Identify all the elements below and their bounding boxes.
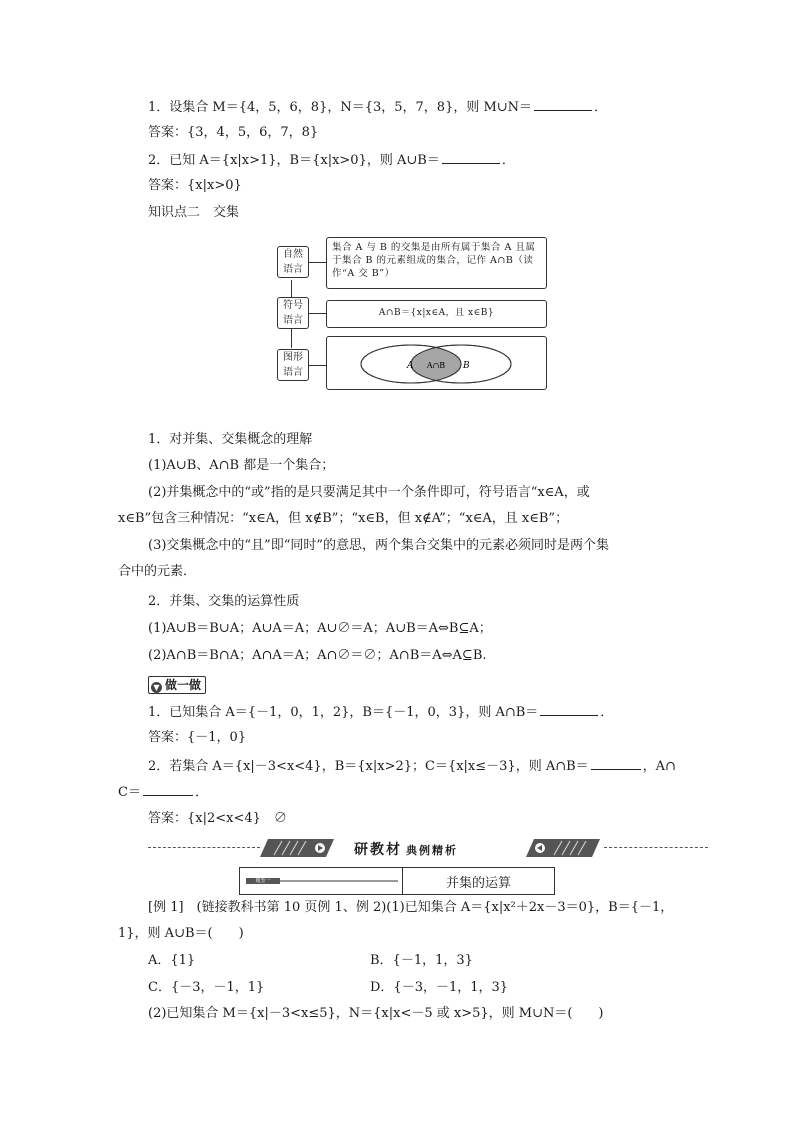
answer-blank [143, 783, 193, 796]
practice-question-2a: 2．若集合 A＝{x|－3<x<4}，B＝{x|x>2}；C＝{x|x≤－3}，则 A∩B＝ ，A∩ [148, 759, 676, 774]
set-a-label: A [407, 361, 414, 371]
label-natural-language: 自然 语言 [277, 246, 309, 278]
option-a: A．{1} [148, 953, 196, 968]
topic-title: 并集的运算 [445, 876, 511, 891]
note-2-title: 2．并集、交集的运算性质 [148, 594, 300, 609]
connector-line [308, 262, 326, 263]
answer-blank [591, 757, 641, 770]
banner-decoration-left [260, 839, 334, 857]
intersection-label: A∩B [426, 361, 446, 370]
practice-answer-2: 答案：{x|2<x<4} ∅ [148, 811, 287, 826]
venn-diagram [327, 337, 546, 389]
divider [148, 847, 260, 848]
arrow-down [291, 329, 292, 348]
question-1: 1．设集合 M＝{4，5，6，8}，N＝{3，5，7，8}，则 M∪N＝ ． [148, 100, 608, 115]
section-banner [148, 839, 708, 857]
graphic-language-box [326, 336, 547, 390]
question-2: 2．已知 A＝{x|x>1}，B＝{x|x>0}，则 A∪B＝ ． [148, 153, 515, 168]
option-b: B．{－1，1，3} [370, 953, 473, 968]
note-1-2a: (2)并集概念中的“或”指的是只要满足其中一个条件即可，符号语言“x∈A，或 [148, 485, 590, 500]
option-d: D．{－3，－1，1，3} [370, 980, 509, 995]
practice-label: ▼ 做一做 [148, 676, 206, 694]
note-2-2: (2)A∩B＝B∩A；A∩A＝A；A∩∅＝∅；A∩B＝A⇔A⊆B. [148, 648, 487, 663]
divider [280, 880, 398, 882]
answer-blank [534, 98, 592, 111]
note-2-1: (1)A∪B＝B∪A；A∪A＝A；A∪∅＝A；A∪B＝A⇔B⊆A； [148, 621, 492, 636]
example-line-2: 1}，则 A∪B＝( ) [118, 926, 244, 941]
banner-title: 研教材 典例精析 [354, 842, 458, 858]
option-c: C．{－3，－1，1} [148, 980, 265, 995]
note-1-3b: 合中的元素． [118, 564, 197, 579]
connector-line [308, 365, 326, 366]
note-1-2b: x∈B”包含三种情况：“x∈A，但 x∉B”；“x∈B，但 x∉A”；“x∈A，且 x∈B”； [118, 511, 569, 526]
note-1-3a: (3)交集概念中的“且”即“同时”的意思，两个集合交集中的元素必须同时是两个集 [148, 538, 609, 553]
answer-2: 答案：{x|x>0} [148, 178, 242, 193]
set-b-label: B [463, 361, 470, 371]
topic-tab [240, 868, 403, 894]
answer-1: 答案：{3，4，5，6，7，8} [148, 125, 319, 140]
answer-blank [540, 703, 598, 716]
example-line-1: [例 1] (链接教科书第 10 页例 1、例 2)(1)已知集合 A＝{x|x²＋2x－3＝0}，B＝{－1， [148, 900, 674, 915]
practice-question-2b: C＝ ． [118, 785, 208, 800]
divider [604, 847, 708, 848]
label-symbol-language: 符号 语言 [277, 297, 309, 329]
section-heading: 知识点二 交集 [148, 205, 240, 220]
topic-tab-label: 题型一 [246, 878, 280, 884]
arrow-down [291, 280, 292, 297]
practice-question-1: 1．已知集合 A＝{－1，0，1，2}，B＝{－1，0，3}，则 A∩B＝ ． [148, 705, 614, 720]
banner-decoration-right [526, 839, 600, 857]
chevron-down-icon: ▼ [151, 682, 162, 693]
symbol-language-box: A∩B＝{x|x∈A，且 x∈B} [326, 300, 547, 328]
note-1-1: (1)A∪B、A∩B 都是一个集合； [148, 458, 335, 473]
topic-header [239, 867, 555, 895]
natural-language-box: 集合 A 与 B 的交集是由所有属于集合 A 且属于集合 B 的元素组成的集合，记作 A∩B（读作“A 交 B”） [326, 237, 547, 289]
example-line-3: (2)已知集合 M＝{x|－3<x≤5}，N＝{x|x<－5 或 x>5}，则 M∪N＝( ) [148, 1006, 604, 1021]
connector-line [308, 313, 326, 314]
note-1-title: 1．对并集、交集概念的理解 [148, 432, 313, 447]
practice-answer-1: 答案：{－1，0} [148, 730, 247, 745]
answer-blank [442, 151, 500, 164]
label-graphic-language: 图形 语言 [277, 349, 309, 381]
